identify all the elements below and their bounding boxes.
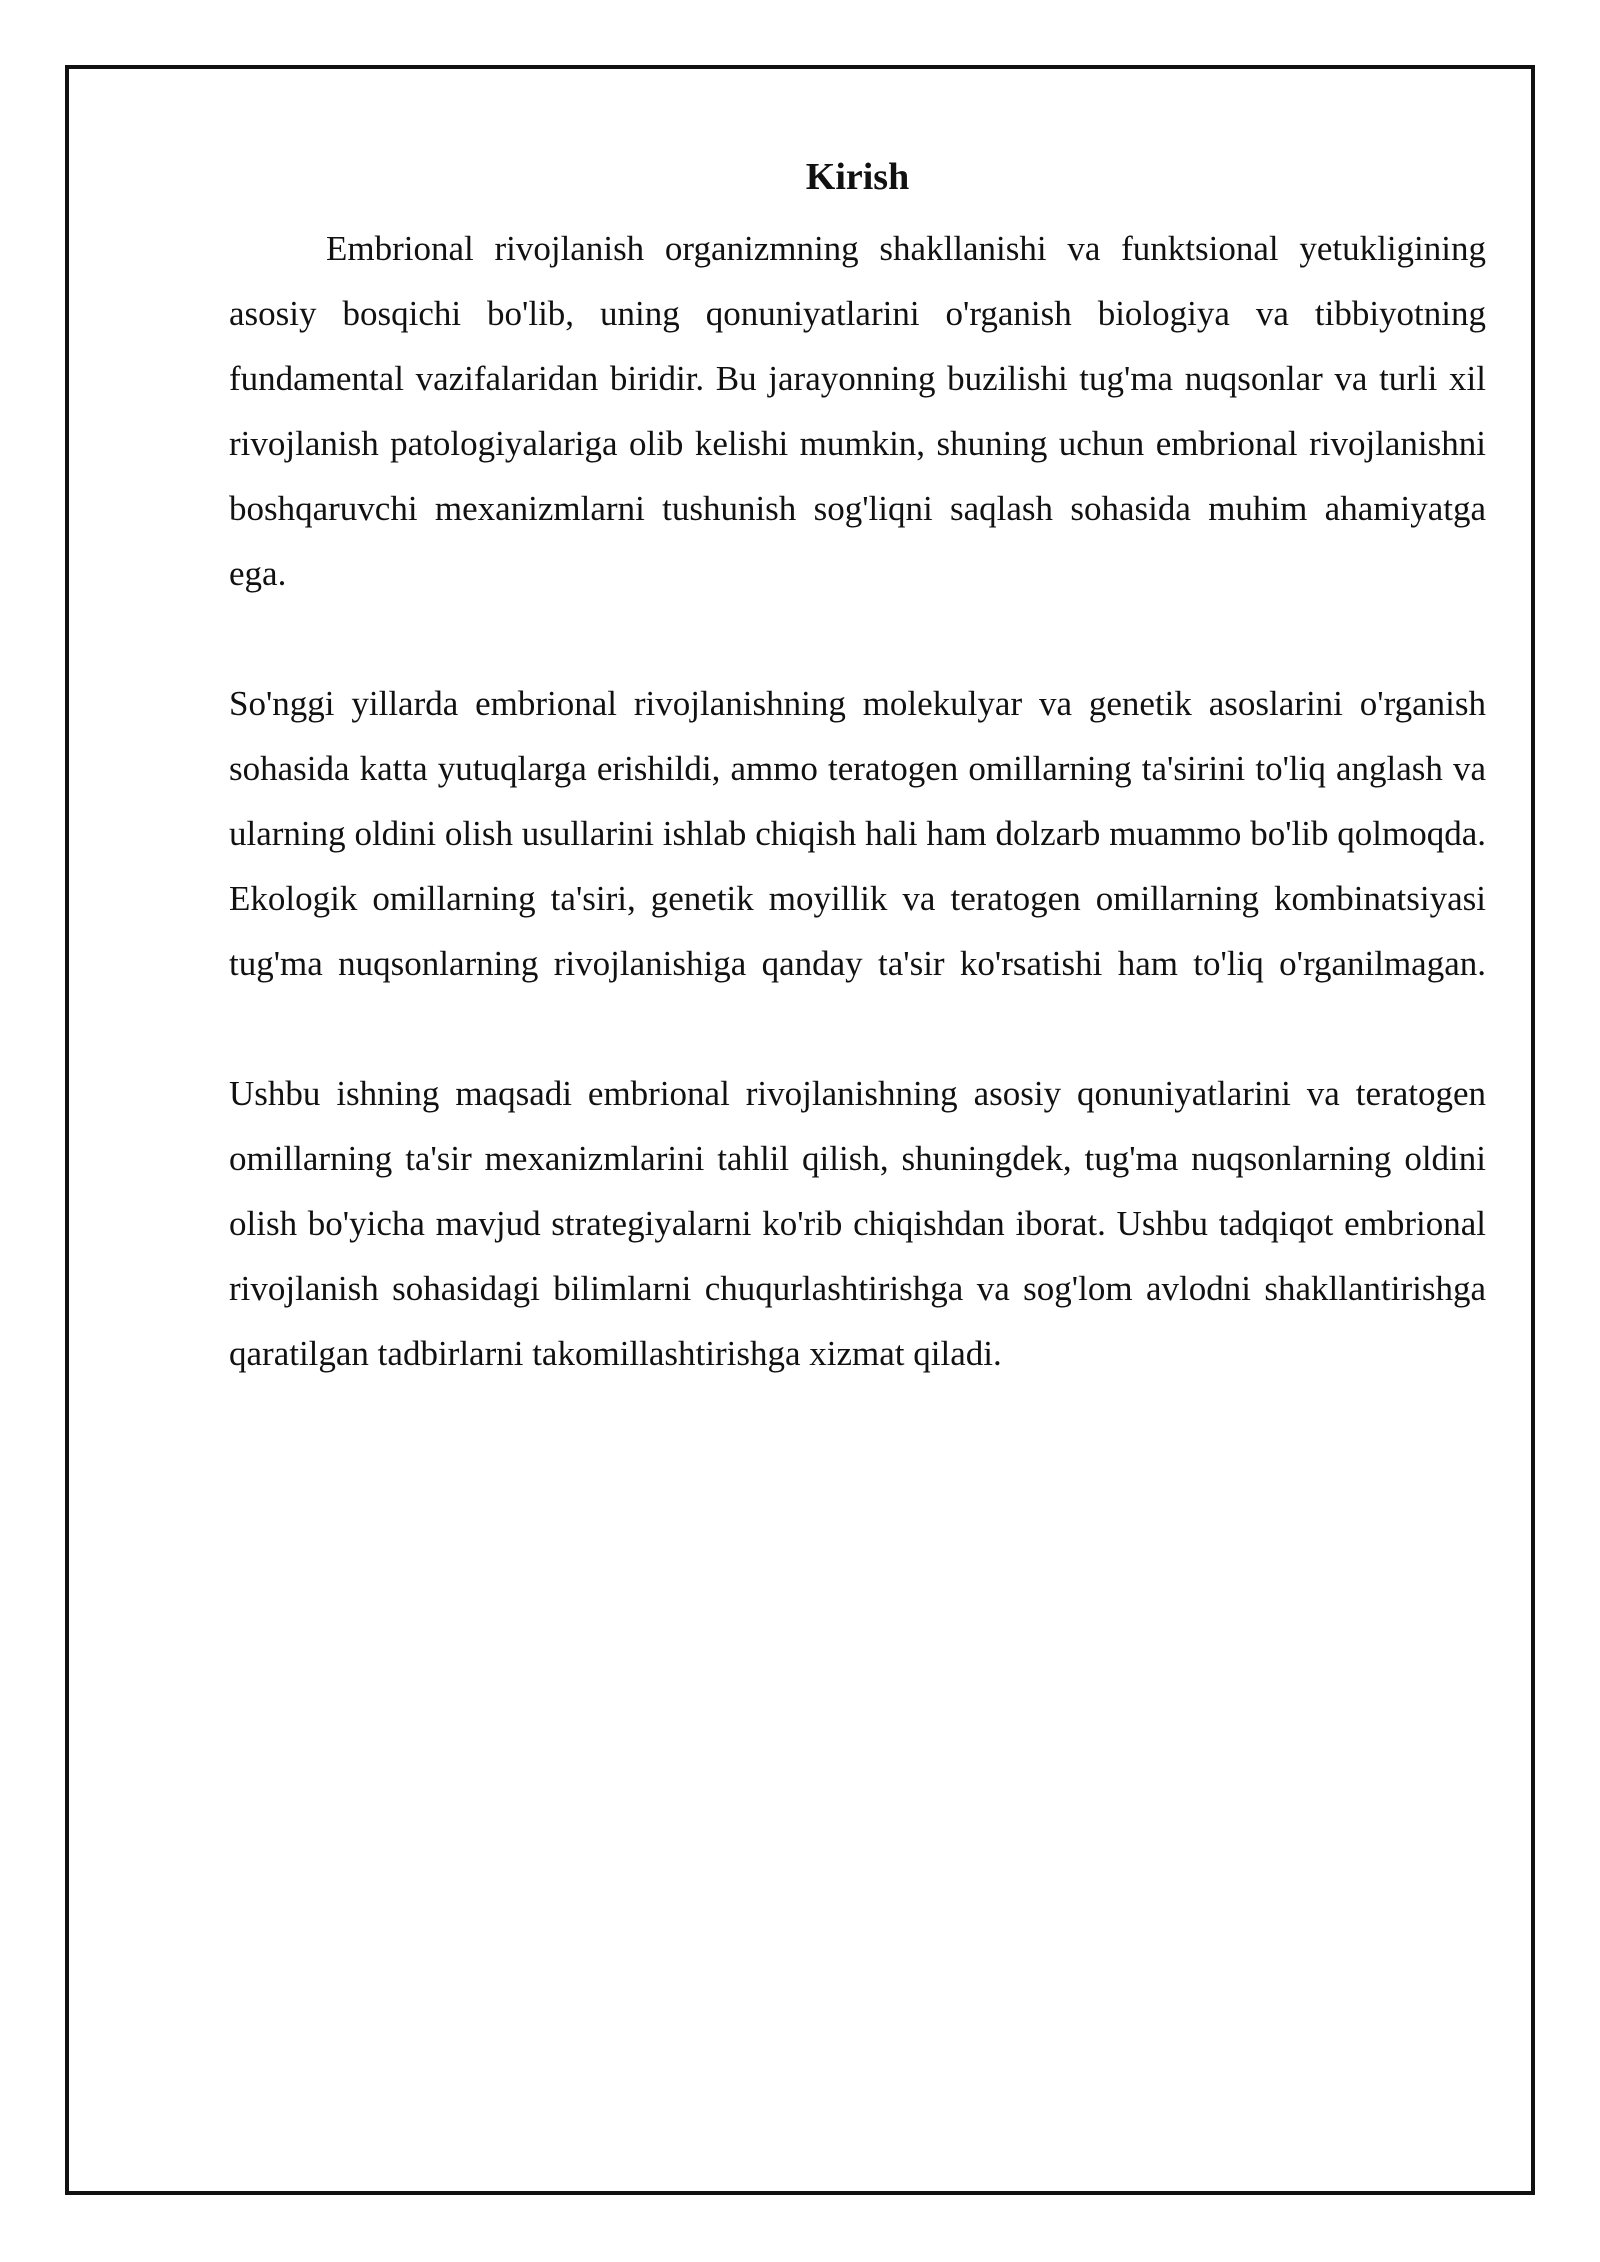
paragraph-3: Ushbu ishning maqsadi embrional rivojlanishning asosiy qonuniyatlarini va teratogen omillarning ta'sir mexanizmlarini tahlil qilish, shuningdek, tug'ma nuqsonlarning oldini olish bo'yicha mavjud strategiyalarni ko'rib chiqishdan iborat. Ushbu tadqiqot embrional rivojlanish sohasidagi bilimlarni chuqurlashtirishga va sog'lom avlodni shakllantirishga qaratilgan tadbirlarni takomillashtirishga xizmat qiladi. (229, 1074, 1486, 1373)
document-body (229, 150, 1486, 1386)
section-title: Kirish (805, 156, 910, 198)
paragraph-2: So'nggi yillarda embrional rivojlanishning molekulyar va genetik asoslarini o'rganish sohasida katta yutuqlarga erishildi, ammo teratogen omillarning ta'sirini to'liq anglash va ularning oldini olish usullarini ishlab chiqish hali ham dolzarb muammo bo'lib qolmoqda. Ekologik omillarning ta'siri, genetik moyillik va teratogen omillarning kombinatsiyasi tug'ma nuqsonlarning rivojlanishiga qanday ta'sir ko'rsatishi ham to'liq o'rganilmagan. (229, 684, 1486, 983)
paragraph-spacer (229, 606, 1486, 671)
paragraph-1: Embrional rivojlanish organizmning shakllanishi va funktsional yetukligining asosiy bosqichi bo'lib, uning qonuniyatlarini o'rganish biologiya va tibbiyotning fundamental vazifalaridan biridir. Bu jarayonning buzilishi tug'ma nuqsonlar va turli xil rivojlanish patologiyalariga olib kelishi mumkin, shuning uchun embrional rivojlanishni boshqaruvchi mexanizmlarni tushunish sog'liqni saqlash sohasida muhim ahamiyatga ega. (229, 229, 1486, 593)
paragraph-spacer (229, 996, 1486, 1061)
